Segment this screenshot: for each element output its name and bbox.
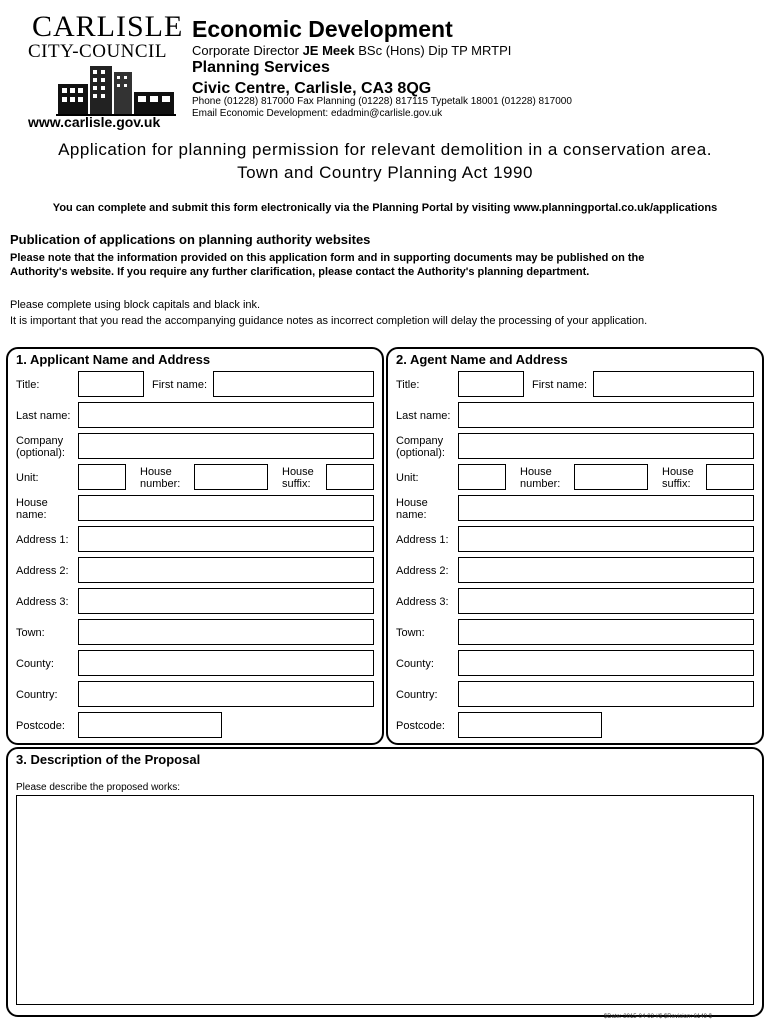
agent-company-label-1: Company — [396, 435, 444, 447]
applicant-title-input[interactable] — [78, 371, 144, 397]
applicant-house-suffix-label-2: suffix: — [282, 478, 311, 490]
applicant-postcode-input[interactable] — [78, 712, 222, 738]
agent-title-input[interactable] — [458, 371, 524, 397]
agent-address3-input[interactable] — [458, 588, 754, 614]
agent-address2-input[interactable] — [458, 557, 754, 583]
agent-last-name-label: Last name: — [396, 410, 451, 422]
applicant-company-input[interactable] — [78, 433, 374, 459]
proposal-prompt: Please describe the proposed works: — [16, 782, 180, 793]
applicant-last-name-label: Last name: — [16, 410, 71, 422]
applicant-postcode-label: Postcode: — [16, 720, 65, 732]
publication-note-line1: Please note that the information provided on this application form and in supporting documents may be published on the — [10, 252, 645, 264]
agent-county-input[interactable] — [458, 650, 754, 676]
applicant-house-name-label-2: name: — [16, 509, 47, 521]
applicant-section — [6, 347, 384, 745]
applicant-first-name-label: First name: — [152, 379, 208, 391]
agent-house-number-input[interactable] — [574, 464, 648, 490]
proposal-description-input[interactable] — [16, 795, 754, 1005]
applicant-section-title: 1. Applicant Name and Address — [16, 352, 211, 367]
agent-postcode-label: Postcode: — [396, 720, 445, 732]
agent-first-name-label: First name: — [532, 379, 588, 391]
agent-last-name-input[interactable] — [458, 402, 754, 428]
corporate-director — [192, 43, 511, 58]
agent-country-label: Country: — [396, 689, 438, 701]
logo-line2: CITY-COUNCIL — [28, 41, 167, 62]
agent-house-suffix-label-1: House — [662, 466, 694, 478]
proposal-section — [6, 747, 764, 1017]
instruction-line2: It is important that you read the accompanying guidance notes as incorrect completion will delay the processing of your application. — [10, 315, 648, 327]
applicant-county-input[interactable] — [78, 650, 374, 676]
agent-company-input[interactable] — [458, 433, 754, 459]
application-title: Application for planning permission for relevant demolition in a conservation area. — [58, 140, 712, 159]
agent-postcode-input[interactable] — [458, 712, 602, 738]
agent-town-label: Town: — [396, 627, 425, 639]
applicant-title-label: Title: — [16, 379, 40, 391]
director-suffix: BSc (Hons) Dip TP MRTPI — [358, 43, 512, 58]
applicant-house-number-input[interactable] — [194, 464, 268, 490]
agent-house-number-label-2: number: — [520, 478, 561, 490]
agent-address1-label: Address 1: — [396, 534, 449, 546]
applicant-unit-label: Unit: — [16, 472, 39, 484]
applicant-country-input[interactable] — [78, 681, 374, 707]
council-logo — [28, 10, 184, 130]
applicant-unit-input[interactable] — [78, 464, 126, 490]
agent-house-name-input[interactable] — [458, 495, 754, 521]
applicant-county-label: County: — [16, 658, 54, 670]
department-title: Economic Development — [192, 16, 453, 42]
applicant-house-number-label-2: number: — [140, 478, 181, 490]
agent-address2-label: Address 2: — [396, 565, 449, 577]
agent-county-label: County: — [396, 658, 434, 670]
applicant-house-suffix-input[interactable] — [326, 464, 374, 490]
director-prefix: Corporate Director — [192, 43, 299, 58]
applicant-house-number-label-1: House — [140, 466, 172, 478]
director-name: JE Meek — [302, 43, 355, 58]
applicant-house-suffix-label-1: House — [282, 466, 314, 478]
agent-first-name-input[interactable] — [593, 371, 754, 397]
applicant-house-name-input[interactable] — [78, 495, 374, 521]
applicant-town-input[interactable] — [78, 619, 374, 645]
agent-country-input[interactable] — [458, 681, 754, 707]
agent-house-name-label-2: name: — [396, 509, 427, 521]
applicant-town-label: Town: — [16, 627, 45, 639]
applicant-company-label-1: Company — [16, 435, 64, 447]
proposal-section-title: 3. Description of the Proposal — [16, 752, 201, 767]
applicant-company-label-2: (optional): — [16, 447, 65, 459]
agent-house-suffix-label-2: suffix: — [662, 478, 691, 490]
planning-services-heading: Planning Services — [192, 59, 330, 76]
agent-section — [386, 347, 764, 745]
instruction-line1: Please complete using block capitals and black ink. — [10, 299, 261, 311]
agent-house-number-label-1: House — [520, 466, 552, 478]
publication-heading: Publication of applications on planning authority websites — [10, 232, 371, 247]
agent-house-name-label-1: House — [396, 497, 428, 509]
applicant-address2-label: Address 2: — [16, 565, 69, 577]
phone-line: Phone (01228) 817000 Fax Planning (01228) 817115 Typetalk 18001 (01228) 817000 — [192, 96, 572, 107]
agent-address1-input[interactable] — [458, 526, 754, 552]
logo-url: www.carlisle.gov.uk — [28, 114, 161, 130]
agent-town-input[interactable] — [458, 619, 754, 645]
agent-title-label: Title: — [396, 379, 420, 391]
agent-section-title: 2. Agent Name and Address — [396, 352, 568, 367]
applicant-house-name-label-1: House — [16, 497, 48, 509]
applicant-last-name-input[interactable] — [78, 402, 374, 428]
civic-centre-illustration-icon — [56, 62, 176, 118]
agent-address3-label: Address 3: — [396, 596, 449, 608]
logo-line1: CARLISLE — [32, 10, 184, 43]
revision-footer: $Date: 2015-04-02 #$ $Revision: 6149 $ — [603, 1014, 712, 1020]
application-act: Town and Country Planning Act 1990 — [237, 163, 533, 182]
applicant-first-name-input[interactable] — [213, 371, 374, 397]
applicant-address3-input[interactable] — [78, 588, 374, 614]
agent-company-label-2: (optional): — [396, 447, 445, 459]
applicant-address1-label: Address 1: — [16, 534, 69, 546]
applicant-country-label: Country: — [16, 689, 58, 701]
applicant-address2-input[interactable] — [78, 557, 374, 583]
civic-centre-address: Civic Centre, Carlisle, CA3 8QG — [192, 80, 432, 97]
publication-note-line2: Authority's website. If you require any further clarification, please contact the Authority's planning department. — [10, 266, 590, 278]
agent-unit-label: Unit: — [396, 472, 419, 484]
planning-portal-note: You can complete and submit this form electronically via the Planning Portal by visiting www.planningportal.co.uk/applications — [52, 202, 718, 214]
email-line: Email Economic Development: edadmin@carlisle.gov.uk — [192, 108, 443, 119]
agent-house-suffix-input[interactable] — [706, 464, 754, 490]
agent-unit-input[interactable] — [458, 464, 506, 490]
applicant-address3-label: Address 3: — [16, 596, 69, 608]
applicant-address1-input[interactable] — [78, 526, 374, 552]
